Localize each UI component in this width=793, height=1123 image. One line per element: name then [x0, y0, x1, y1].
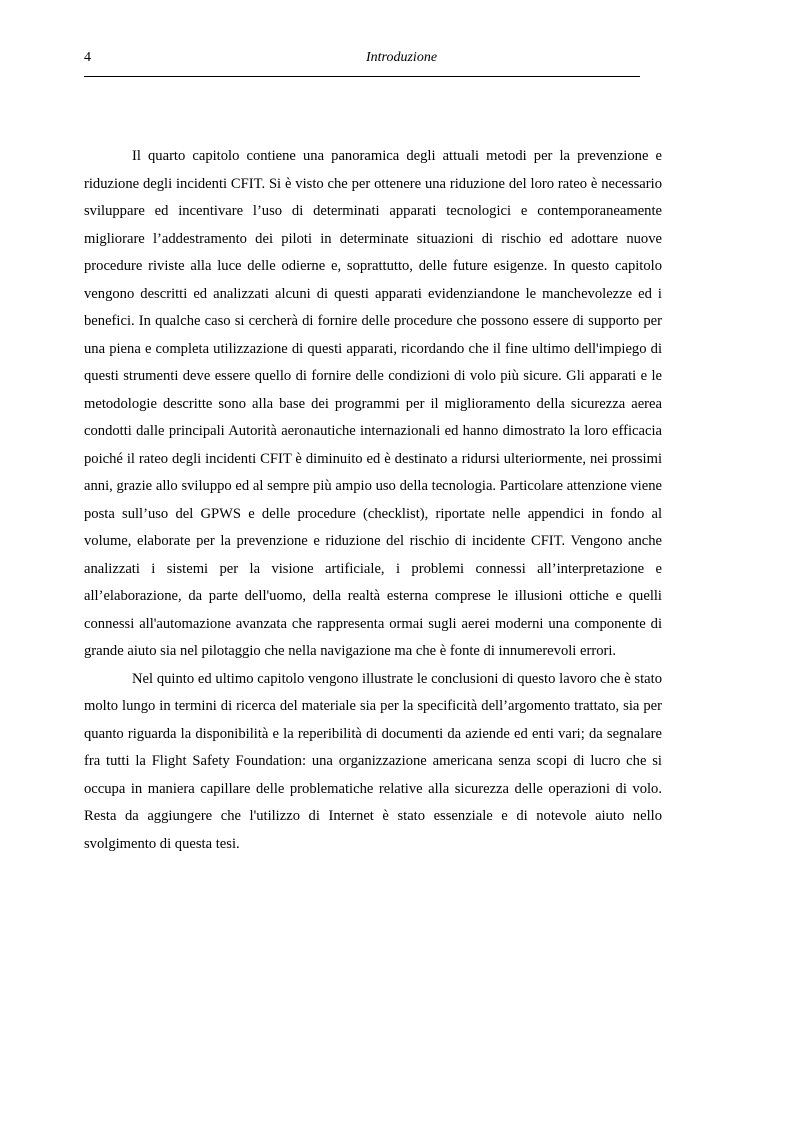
page-number: 4: [84, 50, 91, 65]
paragraph-chapter-five: Nel quinto ed ultimo capitolo vengono illustrate le conclusioni di questo lavoro che è stato molto lungo in termini di ricerca del materiale sia per la specificità dell’argomento trattato, sia per quanto riguarda la disponibilità e la reperibilità di documenti da aziende ed enti vari; da segnalare fra tutti la Flight Safety Foundation: una organizzazione americana senza scopi di lucro che si occupa in maniera capillare delle problematiche relative alla sicurezza delle operazioni di volo. Resta da aggiungere che l'utilizzo di Internet è stato essenziale e di notevole aiuto nello svolgimento di questa tesi.: [84, 670, 662, 852]
paragraph-chapter-four: Il quarto capitolo contiene una panoramica degli attuali metodi per la prevenzione e riduzione degli incidenti CFIT. Si è visto che per ottenere una riduzione del loro rateo è necessario sviluppare ed incentivare l’uso di determinati apparati tecnologici e contemporaneamente migliorare l’addestramento dei piloti in determinate situazioni di rischio ed adottare nuove procedure riviste alla luce delle odierne e, soprattutto, delle future esigenze. In questo capitolo vengono descritti ed analizzati alcuni di questi apparati evidenziandone le manchevolezze ed i benefici. In qualche caso si cercherà di fornire delle procedure che possono essere di supporto per una piena e completa utilizzazione di questi apparati, ricordando che il fine ultimo dell'impiego di questi strumenti deve essere quello di fornire delle condizioni di volo più sicure. Gli apparati e le metodologie descritte sono alla base dei programmi per il miglioramento della sicurezza aerea condotti dalle principali Autorità aeronautiche internazionali ed hanno dimostrato la loro efficacia poiché il rateo degli incidenti CFIT è diminuito ed è destinato a ridursi ulteriormente, nei prossimi anni, grazie allo sviluppo ed al sempre più ampio uso della tecnologia. Particolare attenzione viene posta sull’uso del GPWS e delle procedure (checklist), riportate nelle appendici in fondo al volume, elaborate per la prevenzione e riduzione del rischio di incidente CFIT. Vengono anche analizzati i sistemi per la visione artificiale, i problemi connessi all’interpretazione e all’elaborazione, da parte dell'uomo, della realtà esterna comprese le illusioni ottiche e quelli connessi all'automazione avanzata che rappresenta ormai sugli aerei moderni una componente di grande aiuto sia nel pilotaggio che nella navigazione ma che è fonte di innumerevoli errori.: [84, 148, 662, 659]
running-title: Introduzione: [366, 50, 438, 65]
body-text: [84, 143, 662, 858]
running-header: [84, 47, 640, 77]
